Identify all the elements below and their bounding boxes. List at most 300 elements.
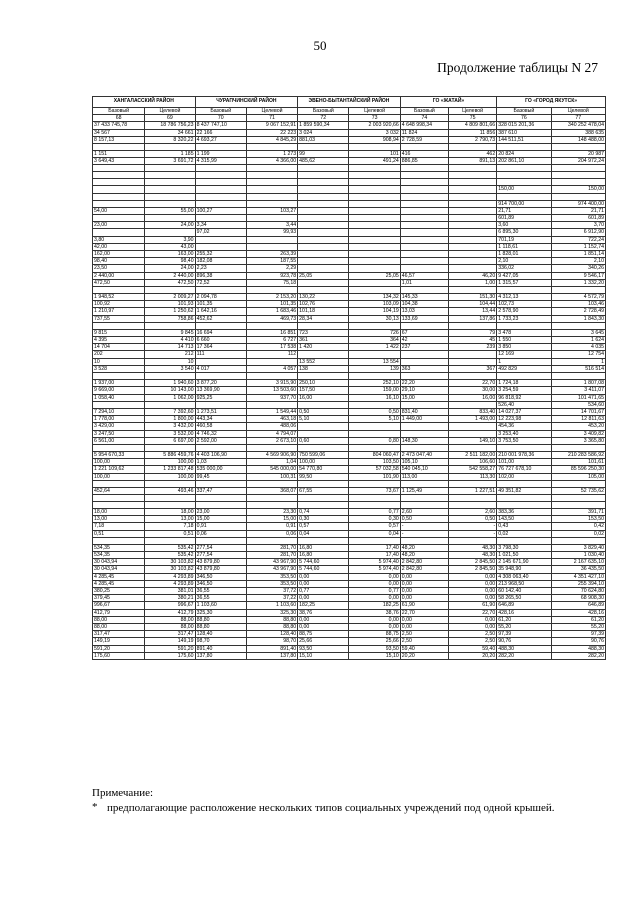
table-cell: 1 493,00 — [448, 416, 496, 423]
table-cell: 102,73 — [497, 301, 551, 308]
table-cell — [93, 200, 145, 207]
table-cell: 1 227,51 — [448, 487, 496, 494]
table-cell: 3 540 — [145, 365, 195, 372]
table-row — [93, 566, 606, 573]
table-cell: 281,70 — [246, 544, 297, 551]
table-cell: 1 778,00 — [93, 416, 145, 423]
table-cell: 1 940,60 — [145, 380, 195, 387]
table-cell: 5 974,40 — [349, 566, 400, 573]
table-cell: 3 753,50 — [497, 437, 551, 444]
table-cell — [448, 494, 496, 501]
table-cell — [145, 401, 195, 408]
table-cell — [298, 229, 349, 236]
table-row — [93, 580, 606, 587]
table-cell: 1 315,57 — [497, 279, 551, 286]
table-cell: 150,00 — [497, 186, 551, 193]
table-cell — [400, 179, 448, 186]
table-cell: 10 — [145, 358, 195, 365]
table-cell: 3,34 — [195, 222, 246, 229]
table-cell — [93, 215, 145, 222]
table-cell: 7,18 — [145, 523, 195, 530]
table-cell — [448, 229, 496, 236]
table-row — [93, 638, 606, 645]
table-cell — [497, 322, 551, 329]
table-cell: 100,27 — [195, 207, 246, 214]
table-cell: 4 035 — [551, 344, 605, 351]
district-header: ГО «ГОРОД ЯКУТСК» — [497, 97, 606, 108]
table-cell: 16,80 — [298, 544, 349, 551]
table-cell: 30 103,82 — [145, 559, 195, 566]
table-cell — [349, 193, 400, 200]
table-cell: 317,47 — [93, 631, 145, 638]
table-cell: 0,50 — [448, 516, 496, 523]
table-cell: 1 250,62 — [145, 308, 195, 315]
table-cell: 148,30 — [400, 437, 448, 444]
table-cell: 2 153,20 — [246, 294, 297, 301]
table-cell: 18 786 756,23 — [145, 122, 195, 129]
table-cell: 4 845,29 — [246, 136, 297, 143]
table-cell: 112 — [246, 351, 297, 358]
table-cell: 1 937,00 — [93, 380, 145, 387]
table-cell — [246, 358, 297, 365]
table-cell: 4 648 998,34 — [400, 122, 448, 129]
table-cell: 908,94 — [349, 136, 400, 143]
table-cell: 758,86 — [145, 315, 195, 322]
subheader-cell: Целевой — [448, 108, 496, 115]
table-cell — [195, 501, 246, 508]
table-cell — [145, 200, 195, 207]
table-cell: 3 528 — [93, 365, 145, 372]
table-cell: 0,00 — [349, 623, 400, 630]
table-cell: 17 364 — [195, 344, 246, 351]
table-cell: 24,00 — [145, 265, 195, 272]
table-cell: 1 948,52 — [93, 294, 145, 301]
table-row — [93, 373, 606, 380]
table-cell: 145,33 — [400, 294, 448, 301]
table-cell: 29,10 — [400, 387, 448, 394]
table-row — [93, 179, 606, 186]
table-cell: 463,18 — [246, 416, 297, 423]
table-cell — [298, 480, 349, 487]
table-cell — [298, 222, 349, 229]
table-cell — [497, 193, 551, 200]
table-cell — [448, 480, 496, 487]
table-cell: 101,18 — [298, 308, 349, 315]
table-cell: 22,70 — [400, 609, 448, 616]
table-row — [93, 623, 606, 630]
table-cell: 0,00 — [298, 573, 349, 580]
table-cell — [298, 258, 349, 265]
table-cell: 2 094,78 — [195, 294, 246, 301]
table-cell: 11 824 — [400, 129, 448, 136]
table-cell: 364 — [349, 337, 400, 344]
table-cell — [448, 222, 496, 229]
table-cell: 11 856 — [448, 129, 496, 136]
table-cell: 10 — [93, 358, 145, 365]
table-cell — [349, 430, 400, 437]
table-cell: 204 972,24 — [551, 158, 605, 165]
table-cell: 3,60 — [497, 222, 551, 229]
table-row — [93, 129, 606, 136]
table-row — [93, 215, 606, 222]
table-cell: 542 558,27 — [448, 466, 496, 473]
table-cell: 2 578,90 — [497, 308, 551, 315]
table-row — [93, 551, 606, 558]
table-cell: 99 — [298, 151, 349, 158]
table-cell: 3 649,43 — [93, 158, 145, 165]
table-cell: 891,40 — [246, 645, 297, 652]
table-cell: 22,20 — [400, 380, 448, 387]
table-cell: 43 967,90 — [246, 566, 297, 573]
table-cell: 925,25 — [195, 394, 246, 401]
table-cell: 0,50 — [298, 408, 349, 415]
table-cell: 133,69 — [400, 315, 448, 322]
table-cell: 128,40 — [246, 631, 297, 638]
table-cell — [400, 287, 448, 294]
table-cell: 182,08 — [195, 258, 246, 265]
table-row — [93, 222, 606, 229]
table-cell: 1 151 — [93, 151, 145, 158]
table-cell: 996,67 — [93, 602, 145, 609]
column-number-cell: 76 — [497, 115, 551, 122]
table-cell: 30 043,94 — [93, 559, 145, 566]
table-cell: 412,79 — [145, 609, 195, 616]
table-cell: 3,70 — [551, 222, 605, 229]
table-cell: 13,00 — [93, 516, 145, 523]
table-cell — [145, 494, 195, 501]
table-cell: 13,44 — [448, 308, 496, 315]
table-cell: 2,60 — [448, 508, 496, 515]
table-cell — [448, 193, 496, 200]
table-cell: 1 851,14 — [551, 251, 605, 258]
table-cell: 591,20 — [145, 645, 195, 652]
table-cell: 106,60 — [448, 459, 496, 466]
table-cell: 535,42 — [145, 544, 195, 551]
table-cell: 16,00 — [298, 394, 349, 401]
subheader-cell: Базовый — [400, 108, 448, 115]
table-cell: 16,10 — [349, 394, 400, 401]
table-cell: 149,10 — [448, 437, 496, 444]
table-cell — [448, 430, 496, 437]
table-cell — [246, 322, 297, 329]
table-cell — [400, 373, 448, 380]
table-cell: 336,02 — [497, 265, 551, 272]
table-cell: 36 435,50 — [551, 566, 605, 573]
table-cell: 1,01 — [400, 279, 448, 286]
table-cell — [349, 251, 400, 258]
table-cell — [497, 494, 551, 501]
table-cell: 526,40 — [497, 401, 551, 408]
table-cell: 98,70 — [246, 638, 297, 645]
table-cell — [298, 444, 349, 451]
table-cell: 5 954 670,33 — [93, 451, 145, 458]
table-cell — [246, 236, 297, 243]
table-cell: 104,19 — [349, 308, 400, 315]
table-cell: 88,75 — [349, 631, 400, 638]
subheader-cell: Целевой — [246, 108, 297, 115]
table-cell: 804 060,47 — [349, 451, 400, 458]
table-cell — [298, 423, 349, 430]
table-row — [93, 193, 606, 200]
table-cell: 175,60 — [93, 652, 145, 659]
table-cell: 96 818,92 — [497, 394, 551, 401]
table-cell: 0,04 — [349, 530, 400, 537]
table-cell — [93, 172, 145, 179]
table-cell: 88,80 — [246, 616, 297, 623]
table-cell: 15,00 — [246, 516, 297, 523]
table-cell: 3 532,00 — [145, 430, 195, 437]
table-cell: 534,35 — [93, 544, 145, 551]
table-cell: 149,19 — [93, 638, 145, 645]
table-cell: 13 503,60 — [246, 387, 297, 394]
table-cell — [497, 287, 551, 294]
table-row — [93, 459, 606, 466]
table-cell: 1,04 — [246, 459, 297, 466]
table-cell: 42 — [400, 337, 448, 344]
column-number-cell: 73 — [349, 115, 400, 122]
table-cell — [145, 287, 195, 294]
table-cell: 0,04 — [298, 530, 349, 537]
table-cell — [551, 172, 605, 179]
table-cell: 49 351,82 — [497, 487, 551, 494]
table-cell: 98,40 — [145, 258, 195, 265]
table-cell: 237 — [400, 344, 448, 351]
table-cell — [298, 144, 349, 151]
table-cell: 16 694 — [195, 329, 246, 336]
table-cell: 0,00 — [448, 573, 496, 580]
table-cell: 5 744,60 — [298, 566, 349, 573]
table-cell: 151,30 — [448, 294, 496, 301]
table-cell: 210 283 586,92 — [551, 451, 605, 458]
table-cell — [145, 322, 195, 329]
table-cell: 137,86 — [448, 315, 496, 322]
table-cell: 48,30 — [448, 551, 496, 558]
table-row — [93, 186, 606, 193]
table-cell: 20 987 — [551, 151, 605, 158]
column-number-cell: 71 — [246, 115, 297, 122]
table-cell: 3,80 — [93, 236, 145, 243]
table-cell: 412,79 — [93, 609, 145, 616]
table-cell: 113,30 — [448, 473, 496, 480]
table-cell: - — [400, 530, 448, 537]
table-cell — [195, 537, 246, 544]
table-cell — [298, 193, 349, 200]
table-cell: 182,25 — [298, 602, 349, 609]
table-cell — [400, 215, 448, 222]
table-cell: 488,30 — [497, 645, 551, 652]
table-cell: 416 — [400, 151, 448, 158]
table-cell: 3,90 — [145, 236, 195, 243]
table-cell: 20,20 — [400, 652, 448, 659]
subheader-row — [93, 108, 606, 115]
table-cell: 0,06 — [195, 530, 246, 537]
table-cell — [145, 172, 195, 179]
table-cell — [246, 186, 297, 193]
table-cell: 337,47 — [195, 487, 246, 494]
table-cell — [551, 193, 605, 200]
table-cell: 367 — [448, 365, 496, 372]
table-cell: - — [448, 523, 496, 530]
table-cell — [497, 444, 551, 451]
table-row — [93, 523, 606, 530]
table-cell: 43 967,90 — [246, 559, 297, 566]
table-cell: 380,25 — [93, 587, 145, 594]
table-cell — [246, 373, 297, 380]
table-cell: 534,60 — [551, 401, 605, 408]
table-cell: 4 312,13 — [497, 294, 551, 301]
table-cell: 202 — [93, 351, 145, 358]
table-cell — [448, 144, 496, 151]
table-cell: 1 859 590,34 — [298, 122, 349, 129]
table-cell — [448, 243, 496, 250]
table-cell: 325,30 — [246, 609, 297, 616]
table-cell: 317,47 — [145, 631, 195, 638]
table-cell: 100,00 — [93, 459, 145, 466]
table-cell: 153,50 — [551, 516, 605, 523]
table-cell: 134,32 — [349, 294, 400, 301]
table-row — [93, 602, 606, 609]
table-cell: 0,00 — [448, 580, 496, 587]
column-number-cell: 74 — [400, 115, 448, 122]
table-cell: 144 511,51 — [497, 136, 551, 143]
table-cell: 454,36 — [497, 423, 551, 430]
table-cell: 0,51 — [93, 530, 145, 537]
table-cell: 88,00 — [93, 616, 145, 623]
table-cell — [551, 537, 605, 544]
table-cell: 13 554 — [349, 358, 400, 365]
table-cell: 12 754 — [551, 351, 605, 358]
table-cell — [448, 200, 496, 207]
table-cell: 2,50 — [448, 631, 496, 638]
table-cell: 0,00 — [448, 595, 496, 602]
table-cell — [145, 229, 195, 236]
table-cell: 0,00 — [349, 616, 400, 623]
table-cell: 3 032 — [349, 129, 400, 136]
table-cell: 4 285,45 — [93, 573, 145, 580]
table-cell: 1 843,30 — [551, 315, 605, 322]
table-cell: 37 433 745,78 — [93, 122, 145, 129]
table-cell: 0,50 — [400, 516, 448, 523]
table-cell: 388 635 — [551, 129, 605, 136]
table-cell: - — [400, 523, 448, 530]
table-cell — [246, 494, 297, 501]
table-cell: 130,22 — [298, 294, 349, 301]
table-title: Продолжение таблицы N 27 — [437, 60, 598, 75]
table-cell: 0,77 — [298, 587, 349, 594]
table-cell — [551, 322, 605, 329]
table-cell: 391,71 — [551, 508, 605, 515]
table-cell: 2 673,10 — [246, 437, 297, 444]
table-cell — [448, 165, 496, 172]
table-cell: 0,51 — [145, 530, 195, 537]
table-cell: 535 000,00 — [195, 466, 246, 473]
table-row — [93, 287, 606, 294]
table-cell: 212 — [145, 351, 195, 358]
table-cell: 34 661 — [145, 129, 195, 136]
table-cell: 61,20 — [497, 616, 551, 623]
table-cell: 282,20 — [551, 652, 605, 659]
table-cell — [448, 537, 496, 544]
table-cell — [551, 373, 605, 380]
table-row — [93, 258, 606, 265]
table-row — [93, 480, 606, 487]
table-cell — [93, 193, 145, 200]
table-cell — [448, 258, 496, 265]
table-cell: 101,35 — [246, 301, 297, 308]
table-row — [93, 501, 606, 508]
table-cell: 101 471,65 — [551, 394, 605, 401]
table-cell — [400, 186, 448, 193]
table-cell: 1 642,16 — [195, 308, 246, 315]
table-cell: 277,54 — [195, 544, 246, 551]
table-cell: 4 315,99 — [195, 158, 246, 165]
table-cell: 102,00 — [497, 473, 551, 480]
table-cell: 88,80 — [195, 623, 246, 630]
table-cell: 5 886 459,76 — [145, 451, 195, 458]
table-row — [93, 473, 606, 480]
table-cell: 159,00 — [349, 387, 400, 394]
table-cell: 101 — [349, 151, 400, 158]
table-cell: 100,00 — [145, 473, 195, 480]
table-row — [93, 430, 606, 437]
table-cell: 43 879,80 — [195, 559, 246, 566]
table-cell — [93, 229, 145, 236]
table-cell: 0,00 — [298, 595, 349, 602]
table-cell: 25,66 — [349, 638, 400, 645]
table-cell: 101,90 — [349, 473, 400, 480]
table-cell — [298, 186, 349, 193]
table-cell: 3 365,80 — [551, 437, 605, 444]
table-cell: 1 807,08 — [551, 380, 605, 387]
table-cell: 30,13 — [349, 315, 400, 322]
subheader-cell: Целевой — [145, 108, 195, 115]
table-cell: 591,20 — [93, 645, 145, 652]
table-cell — [400, 401, 448, 408]
table-cell: 2 842,80 — [400, 566, 448, 573]
table-cell: 3 409,82 — [551, 430, 605, 437]
table-row — [93, 315, 606, 322]
table-cell: 105,00 — [551, 473, 605, 480]
table-cell: 0,30 — [298, 516, 349, 523]
table-cell: 0,00 — [349, 595, 400, 602]
table-cell: 13 369,90 — [195, 387, 246, 394]
table-cell: 14 027,37 — [497, 408, 551, 415]
table-cell: 9 427,05 — [497, 272, 551, 279]
table-cell — [145, 144, 195, 151]
table-row — [93, 537, 606, 544]
note-asterisk: * — [92, 801, 98, 813]
table-row — [93, 207, 606, 214]
table-cell — [448, 501, 496, 508]
table-cell: 263,39 — [246, 251, 297, 258]
table-cell: 0,74 — [298, 508, 349, 515]
table-cell: 100,00 — [298, 459, 349, 466]
table-cell — [349, 144, 400, 151]
table-cell — [400, 200, 448, 207]
table-cell: 37,72 — [246, 587, 297, 594]
table-cell: 16,80 — [298, 551, 349, 558]
table-cell: 4 794,07 — [246, 430, 297, 437]
table-cell: 0,91 — [246, 523, 297, 530]
table-cell — [551, 501, 605, 508]
table-cell: 137,80 — [246, 652, 297, 659]
table-cell: 59,40 — [400, 645, 448, 652]
table-cell — [246, 172, 297, 179]
table-cell — [400, 193, 448, 200]
table-cell — [448, 351, 496, 358]
table-cell: 9 669,00 — [93, 387, 145, 394]
table-cell: 13,00 — [145, 516, 195, 523]
